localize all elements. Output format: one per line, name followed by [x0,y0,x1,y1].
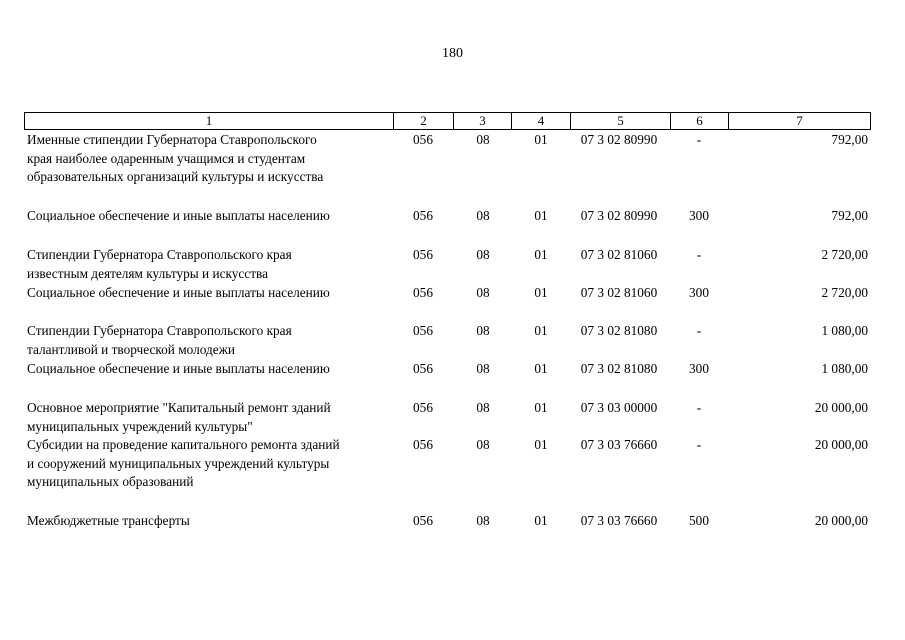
row-section-code: 08 [476,437,490,452]
page-number: 180 [442,46,463,61]
row-amount: 792,00 [831,132,868,147]
row-amount: 792,00 [831,208,868,223]
row-section-code: 08 [476,132,490,147]
row-amount: 20 000,00 [814,513,868,528]
row-section-code: 08 [476,247,490,262]
row-subsection-code: 01 [534,323,548,338]
row-admin-code: 056 [413,361,433,376]
row-admin-code: 056 [413,208,433,223]
table-header [24,112,871,130]
row-target-code: 07 3 02 81080 [580,361,658,376]
row-expense-type: - [696,132,702,147]
row-name: Социальное обеспечение и иные выплаты населению [27,285,330,300]
row-target-code: 07 3 03 76660 [580,513,658,528]
row-admin-code: 056 [413,285,433,300]
row-amount: 1 080,00 [821,323,868,338]
row-subsection-code: 01 [534,247,548,262]
row-subsection-code: 01 [534,208,548,223]
row-expense-type: 500 [689,513,709,528]
row-name: Стипендии Губернатора Ставропольского края известным деятелям культуры и искусства [27,247,292,281]
row-target-code: 07 3 02 80990 [580,132,658,147]
row-name: Социальное обеспечение и иные выплаты населению [27,208,330,223]
row-target-code: 07 3 02 81080 [580,323,658,338]
row-expense-type: - [696,400,702,415]
row-section-code: 08 [476,361,490,376]
row-admin-code: 056 [413,323,433,338]
row-name: Субсидии на проведение капитального ремонта зданий и сооружений муниципальных учреждений культуры муниципальных образований [27,437,340,489]
row-amount: 2 720,00 [821,285,868,300]
row-expense-type: - [696,323,702,338]
row-subsection-code: 01 [534,513,548,528]
row-admin-code: 056 [413,132,433,147]
header-col-6: 6 [671,113,729,130]
row-admin-code: 056 [413,437,433,452]
row-name: Межбюджетные трансферты [27,513,190,528]
row-section-code: 08 [476,323,490,338]
row-name: Основное мероприятие "Капитальный ремонт зданий муниципальных учреждений культуры" [27,400,331,434]
header-col-7: 7 [729,113,871,130]
row-subsection-code: 01 [534,285,548,300]
row-expense-type: 300 [689,208,709,223]
row-amount: 1 080,00 [821,361,868,376]
row-name: Именные стипендии Губернатора Ставропольского края наиболее одаренным учащимся и студентам образовательных организаций культуры и искусства [27,132,324,184]
row-target-code: 07 3 02 81060 [580,247,658,262]
header-col-5: 5 [571,113,671,130]
row-amount: 20 000,00 [814,400,868,415]
row-expense-type: 300 [689,285,709,300]
row-subsection-code: 01 [534,361,548,376]
row-expense-type: - [696,437,702,452]
row-admin-code: 056 [413,400,433,415]
row-section-code: 08 [476,208,490,223]
row-target-code: 07 3 02 81060 [580,285,658,300]
row-section-code: 08 [476,400,490,415]
header-col-3: 3 [454,113,512,130]
row-subsection-code: 01 [534,400,548,415]
row-name: Стипендии Губернатора Ставропольского края талантливой и творческой молодежи [27,323,292,357]
header-col-4: 4 [512,113,571,130]
row-amount: 2 720,00 [821,247,868,262]
row-subsection-code: 01 [534,132,548,147]
row-subsection-code: 01 [534,437,548,452]
row-admin-code: 056 [413,513,433,528]
row-name: Социальное обеспечение и иные выплаты населению [27,361,330,376]
row-amount: 20 000,00 [814,437,868,452]
row-target-code: 07 3 03 76660 [580,437,658,452]
row-target-code: 07 3 03 00000 [580,400,658,415]
row-target-code: 07 3 02 80990 [580,208,658,223]
row-section-code: 08 [476,513,490,528]
row-expense-type: - [696,247,702,262]
header-col-1: 1 [25,113,394,130]
row-section-code: 08 [476,285,490,300]
row-admin-code: 056 [413,247,433,262]
header-row [25,113,871,130]
header-col-2: 2 [394,113,454,130]
row-expense-type: 300 [689,361,709,376]
